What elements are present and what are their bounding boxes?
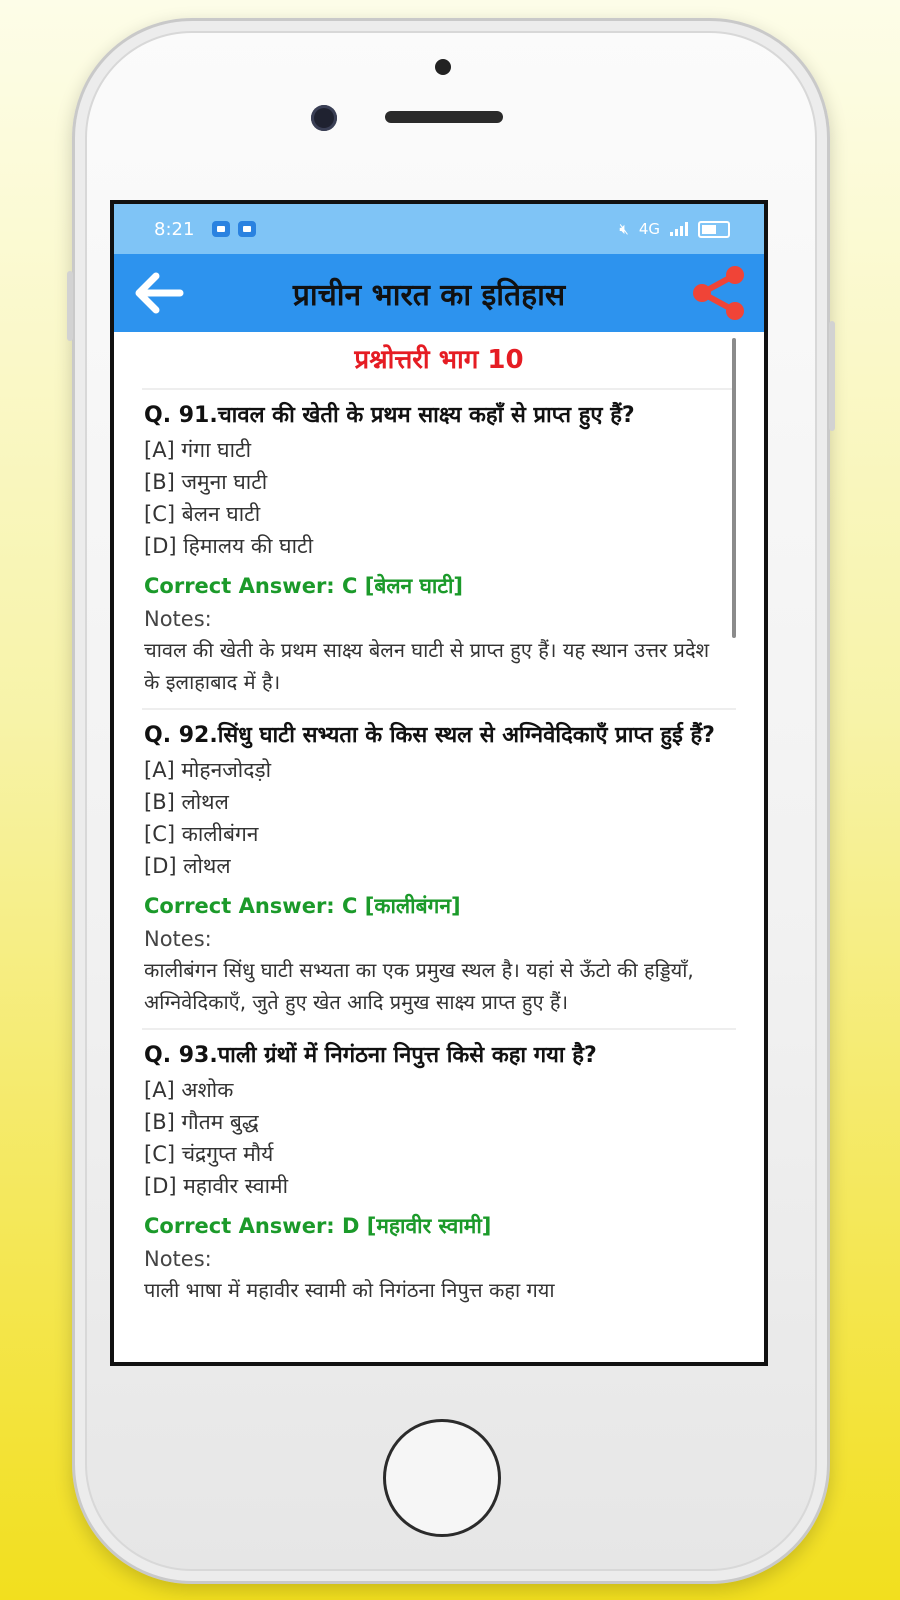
correct-answer: Correct Answer: C [कालीबंगन] bbox=[144, 894, 461, 918]
option-b[interactable]: [B] जमुना घाटी bbox=[144, 470, 268, 494]
notification-app-icon bbox=[212, 221, 230, 237]
notes-text: कालीबंगन सिंधु घाटी सभ्यता का एक प्रमुख स्थल है। यहां से ऊँटो की हड्डियाँ, अग्निवेदिकाएँ, जुते हुए खेत आदि प्रमुख साक्ष्य प्राप्त हुए हैं। bbox=[144, 958, 694, 1014]
correct-answer: Correct Answer: D [महावीर स्वामी] bbox=[144, 1214, 492, 1238]
question-text: Q. 92.सिंधु घाटी सभ्यता के किस स्थल से अग्निवेदिकाएँ प्राप्त हुई हैं? bbox=[144, 723, 715, 748]
proximity-sensor bbox=[435, 59, 451, 75]
network-type: 4G bbox=[638, 220, 660, 238]
question-text: Q. 91.चावल की खेती के प्रथम साक्ष्य कहाँ से प्राप्त हुए हैं? bbox=[144, 403, 635, 428]
option-d[interactable]: [D] लोथल bbox=[144, 854, 231, 878]
quiz-part-title: प्रश्नोत्तरी भाग 10 bbox=[354, 345, 524, 375]
home-button[interactable] bbox=[383, 1419, 501, 1537]
question-card bbox=[114, 1030, 764, 1316]
back-arrow-icon bbox=[132, 271, 186, 315]
question-text: Q. 93.पाली ग्रंथों में निगंठना निपुत्त किसे कहा गया है? bbox=[144, 1043, 597, 1068]
phone-screen bbox=[110, 200, 768, 1366]
option-c[interactable]: [C] बेलन घाटी bbox=[144, 502, 261, 526]
status-time: 8:21 bbox=[154, 218, 195, 240]
notification-message-icon bbox=[238, 221, 256, 237]
scrollbar[interactable] bbox=[732, 338, 736, 638]
share-icon bbox=[690, 265, 748, 321]
option-b[interactable]: [B] लोथल bbox=[144, 790, 229, 814]
option-b[interactable]: [B] गौतम बुद्ध bbox=[144, 1110, 259, 1134]
option-d[interactable]: [D] हिमालय की घाटी bbox=[144, 534, 314, 558]
mute-icon: 🔇︎ bbox=[619, 220, 629, 238]
option-d[interactable]: [D] महावीर स्वामी bbox=[144, 1174, 289, 1198]
option-c[interactable]: [C] कालीबंगन bbox=[144, 822, 259, 846]
share-button[interactable] bbox=[674, 254, 764, 332]
notes-label: Notes: bbox=[144, 927, 212, 951]
quiz-content[interactable] bbox=[114, 332, 764, 1362]
notes-label: Notes: bbox=[144, 607, 212, 631]
app-bar bbox=[114, 254, 764, 332]
volume-button bbox=[67, 271, 73, 341]
status-bar bbox=[114, 204, 764, 254]
notes-label: Notes: bbox=[144, 1247, 212, 1271]
question-card bbox=[114, 390, 764, 708]
option-a[interactable]: [A] अशोक bbox=[144, 1078, 234, 1102]
power-button bbox=[829, 321, 835, 431]
option-a[interactable]: [A] गंगा घाटी bbox=[144, 438, 252, 462]
notes-text: पाली भाषा में महावीर स्वामी को निगंठना निपुत्त कहा गया bbox=[144, 1278, 555, 1302]
battery-icon bbox=[698, 221, 730, 238]
page-title: प्राचीन भारत का इतिहास bbox=[292, 277, 566, 313]
notes-text: चावल की खेती के प्रथम साक्ष्य बेलन घाटी से प्राप्त हुए हैं। यह स्थान उत्तर प्रदेश के इलाहाबाद में है। bbox=[144, 638, 710, 694]
option-c[interactable]: [C] चंद्रगुप्त मौर्य bbox=[144, 1142, 274, 1166]
signal-icon bbox=[670, 222, 688, 236]
option-a[interactable]: [A] मोहनजोदड़ो bbox=[144, 758, 272, 782]
front-camera bbox=[311, 105, 337, 131]
earpiece-speaker bbox=[385, 111, 503, 123]
question-card bbox=[114, 710, 764, 1028]
correct-answer: Correct Answer: C [बेलन घाटी] bbox=[144, 574, 463, 598]
back-button[interactable] bbox=[114, 254, 204, 332]
